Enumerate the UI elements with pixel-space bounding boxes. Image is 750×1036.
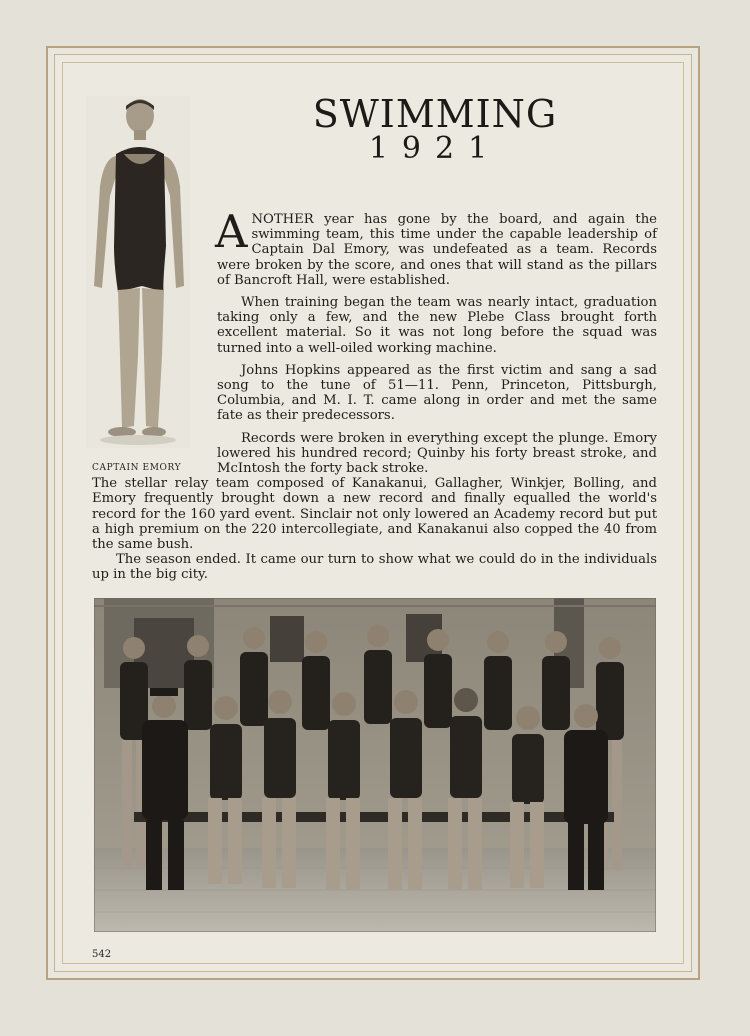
paragraph-2: When training began the team was nearly intact, graduation taking only a few, and the new Plebe Class brought forth excellent material. So it was not long before the squad was turned into a well-oiled working machine. bbox=[217, 295, 657, 356]
page-year: 1921 bbox=[368, 131, 502, 166]
drop-cap: A bbox=[215, 205, 248, 258]
captain-caption: CAPTAIN EMORY bbox=[92, 463, 182, 473]
team-photo bbox=[94, 598, 656, 932]
paragraph-5: The season ended. It came our turn to show what we could do in the individuals up in the big city. bbox=[92, 552, 657, 583]
article-body bbox=[92, 205, 657, 590]
page-number: 542 bbox=[92, 949, 112, 960]
page-title: SWIMMING bbox=[312, 92, 558, 136]
paragraph-4a: Records were broken in everything except the plunge. Emory lowered his hundred record; Quinby his forty breast stroke, and McIntosh the forty back stroke. bbox=[217, 430, 657, 477]
paragraph-1: ANOTHER year has gone by the board, and again the swimming team, this time under the capable leadership of Captain Dal Emory, was undefeated as a team. Records were broken by the score, and ones that will stand as the pillars of Bancroft Hall, were established. bbox=[215, 205, 657, 288]
paragraph-3: Johns Hopkins appeared as the first victim and sang a sad song to the tune of 51—11. Penn, Princeton, Pittsburgh, Columbia, and M. I. T. came along in order and met the same fate as their predecessors. bbox=[217, 362, 657, 424]
paragraph-4b: The stellar relay team composed of Kanakanui, Gallagher, Winkjer, Bolling, and Emory frequently brought down a new record and finally equalled the world's record for the 160 yard event. Sinclair not only lowered an Academy record but put a high premium on the 220 intercollegiate, and Kanakanui also copped the 40 from the same bush. bbox=[92, 476, 657, 553]
